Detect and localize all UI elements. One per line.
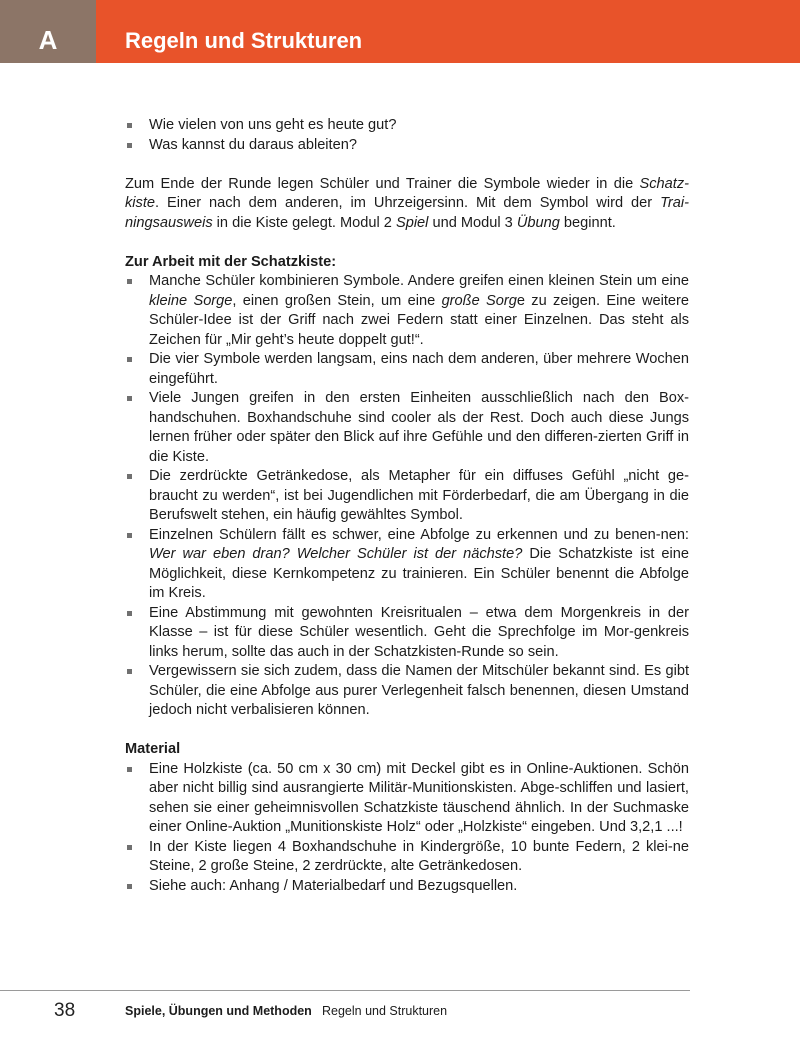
text-span: Einzelnen Schülern fällt es schwer, eine Abfolge zu erkennen und zu benen-nen: <box>149 526 689 543</box>
emphasis-text: Wer war eben dran? Welcher Schüler ist der nächste? <box>149 546 523 562</box>
material-list <box>125 760 689 897</box>
footer-book-title: Spiele, Übungen und Methoden <box>125 1004 312 1018</box>
chapter-tab <box>0 0 96 63</box>
list-item: In der Kiste liegen 4 Boxhandschuhe in Kindergröße, 10 bunte Federn, 2 klei-ne Steine, 2 große Steine, 2 zerdrückte, alte Getränkedosen. <box>125 838 689 877</box>
list-item: Viele Jungen greifen in den ersten Einheiten ausschließlich nach den Box-handschuhen. Boxhandschuhe sind cooler als der Rest. Doch auch diese Jungs lernen früher oder später den Blick auf ihre Gefühle und den differen-zierten Griff in die Kiste. <box>125 389 689 467</box>
page-number: 38 <box>54 1000 76 1021</box>
list-item: Was kannst du daraus ableiten? <box>125 136 689 156</box>
text-span: Zum Ende der Runde legen Schüler und Trainer die Symbole wieder in die <box>125 175 640 192</box>
footer-chapter-title: Regeln und Strukturen <box>322 1004 448 1018</box>
emphasis-text: Schatz-kiste <box>125 175 689 211</box>
list-item <box>125 272 689 350</box>
list-item: Siehe auch: Anhang / Materialbedarf und Bezugsquellen. <box>125 877 689 897</box>
text-span: beginnt. <box>559 214 616 231</box>
list-item: Die zerdrückte Getränkedose, als Metapher für ein diffuses Gefühl „nicht ge-braucht zu werden“, ist bei Jugendlichen mit Förderbedarf, die am Übergang in die Berufswelt stehen, ein häufig gewähltes Symbol. <box>125 467 689 526</box>
text-span: e zu zeigen. Eine weitere Schüler-Idee ist der Griff nach zwei Federn statt einer Einzelnen. Das steht als Zeichen für „Mir geht’s heute doppelt gut!“. <box>149 292 689 348</box>
list-item: Eine Abstimmung mit gewohnten Kreisritualen – etwa dem Morgenkreis in der Klasse – ist für diese Schüler wesentlich. Geht die Sprechfolge im Mor-genkreis links herum, sollte das auch in der Schatzkisten-Runde so sein. <box>125 604 689 663</box>
list-item: Vergewissern sie sich zudem, dass die Namen der Mitschüler bekannt sind. Es gibt Schüler, die eine Abfolge aus purer Verlegenheit falsch benennen, diesen Umstand jedoch nicht verbalisieren können. <box>125 662 689 721</box>
page-header <box>0 0 800 63</box>
text-span: , einen großen Stein, um eine <box>232 292 442 309</box>
list-item: Wie vielen von uns geht es heute gut? <box>125 116 689 136</box>
emphasis-text: kleine Sorge <box>149 292 233 309</box>
text-span: und Modul 3 <box>428 214 517 231</box>
emphasis-text: Übung <box>516 214 560 231</box>
main-content <box>125 116 689 896</box>
text-span: in die Kiste gelegt. Modul 2 <box>212 214 396 231</box>
footer-divider <box>0 990 690 991</box>
text-span: Die Schatzkiste ist eine Möglichkeit, diese Kernkompetenz zu trainieren. Ein Schüler benennt die Abfolge im Kreis. <box>149 546 689 601</box>
chapter-letter: A <box>38 25 58 55</box>
list-item: Eine Holzkiste (ca. 50 cm x 30 cm) mit Deckel gibt es in Online-Auktionen. Schön aber nicht billig sind ausrangierte Militär-Munitionskisten. Abge-schliffen und lasiert, sehen sie einer geheimnisvollen Schatzkiste täuschend ähnlich. In der Suchmaske einer Online-Auktion „Munitionskiste Holz“ oder „Holzkiste“ eingeben. Und 3,2,1 ...! <box>125 760 689 838</box>
list-item: Die vier Symbole werden langsam, eins nach dem anderen, über mehrere Wochen eingeführt. <box>125 350 689 389</box>
intro-question-list <box>125 116 689 155</box>
body-paragraph <box>125 175 689 234</box>
header-title: Regeln und Strukturen <box>125 28 363 53</box>
emphasis-text: Trai-ningsausweis <box>125 195 689 231</box>
section-heading-schatzkiste: Zur Arbeit mit der Schatzkiste: <box>125 253 337 270</box>
emphasis-text: Spiel <box>395 214 429 231</box>
section-heading-material: Material <box>125 741 181 757</box>
schatzkiste-list <box>125 272 689 721</box>
text-span: . Einer nach dem anderen, im Uhrzeigersinn. Mit dem Symbol wird der <box>155 195 661 211</box>
text-span: Manche Schüler kombinieren Symbole. Andere greifen einen kleinen Stein um eine <box>149 273 689 289</box>
emphasis-text: große Sorg <box>441 292 517 309</box>
list-item <box>125 526 689 604</box>
